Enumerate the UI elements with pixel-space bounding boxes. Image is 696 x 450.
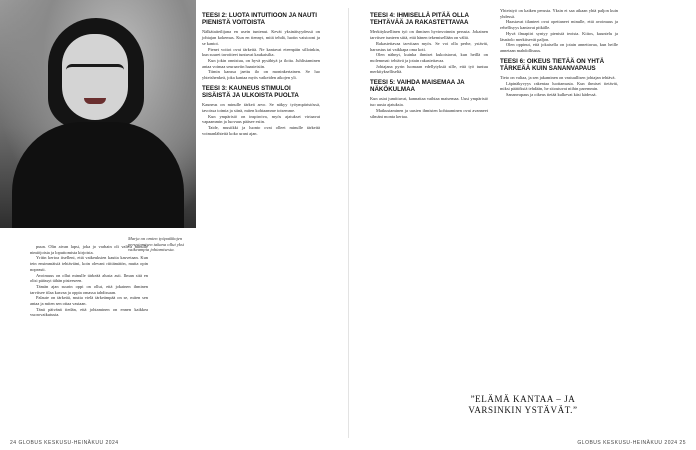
paragraph: Läpinäkyvyys rakentaa luottamusta. Kun ihmiset tietävät, miksi päätöksiä tehdään, he sitoutuvat niihin paremmin. bbox=[500, 80, 618, 92]
paragraph: puun. Olin aivan lapsi, joka jo varhain oli valiva minulle nimiöjoista ja loputtomista kirjoista. bbox=[30, 244, 148, 255]
paragraph: Merkityksellinen työ on ihmisen hyvinvoinnin perusta. Jokainen tarvitsee tunteen siitä, että hänen tekemisellään on väliä. bbox=[370, 29, 488, 41]
column-3 bbox=[370, 8, 488, 119]
paragraph: Yritin kertoa itselleni, että vaikeuksien kautta kasvetaan. Kun tein ensimmäisiä tehtäviäni, koin olevani riittämätön, mutta opin nopeasti. bbox=[30, 255, 148, 272]
portrait-glasses bbox=[66, 64, 124, 81]
portrait-mouth bbox=[84, 98, 106, 104]
portrait-body bbox=[12, 122, 184, 228]
column-4 bbox=[500, 8, 618, 98]
paragraph: Tiimin kanssa jaettu ilo on moninkertainen. Se luo yhteishenkeä, joka kantaa myös vaikeiden aikojen yli. bbox=[202, 69, 320, 81]
paragraph: Taide, musiikki ja luonto ovat olleet minulle tärkeitä voimanlähteitä koko urani ajan. bbox=[202, 124, 320, 136]
paragraph: Kauneus on minulle tärkeä arvo. Se näkyy työympäristössä, tavoissa toimia ja siinä, miten kohtaamme toisemme. bbox=[202, 102, 320, 113]
section-heading: TEESI 5: VAIHDA MAISEMAA JA NÄKÖKULMAA bbox=[370, 79, 465, 94]
paragraph: Olen nähnyt, kuinka ihmiset kukoistavat, kun heillä on molemmat: tehtävä ja jotain rakastettavaa. bbox=[370, 52, 488, 63]
paragraph: Palaute on tärkeää, mutta vielä tärkeämpää on se, miten sen antaa ja miten sen ottaa vastaan. bbox=[30, 295, 148, 307]
paragraph: Hyvä ilmapiiri syntyy pienistä teoista. Kiitos, kuuntelu ja läsnäolo merkitsevät paljon. bbox=[500, 30, 618, 42]
paragraph: Matkustaminen ja uusien ihmisten kohtaaminen ovat avanneet silmäni monta kertaa. bbox=[370, 107, 488, 119]
footer-right: GLOBUS KESKUSU-HEINÄKUU 2024 25 bbox=[577, 440, 686, 446]
paragraph: Haastavat tilanteet ovat opettaneet minulle, että avoimuus ja rehellisyys kantavat pitkälle. bbox=[500, 19, 618, 31]
pull-quote: ”ELÄMÄ KANTAA – JA VARSINKIN YSTÄVÄT.” bbox=[468, 394, 578, 415]
paragraph: Kun ympäristö on inspiroiva, myös ajatukset virtaavat vapaammin ja luovuus pääsee esiin. bbox=[202, 113, 320, 125]
paragraph: Tänä päivänä tiedän, että johtaminen on ennen kaikkea vuorovaikutusta. bbox=[30, 306, 148, 318]
paragraph: Tieto on valtaa, ja sen jakaminen on vastuullisen johtajan tehtävä. bbox=[500, 75, 616, 81]
page-gutter bbox=[348, 8, 349, 438]
portrait-photo bbox=[0, 0, 196, 228]
paragraph: Tämän ajan suurin oppi on ollut, että jokainen ihminen tarvitsee tilaa kasvaa ja oppia omassa tahdissaan. bbox=[30, 283, 148, 295]
column-1-text bbox=[30, 244, 148, 318]
section-heading: TEESI 6: OIKEUS TIETÄÄ ON YHTÄ TÄRKEÄÄ KUIN SANANVAPAUS bbox=[500, 57, 605, 72]
section-heading: TEESI 4: IHMISELLÄ PITÄÄ OLLA TEHTÄVÄÄ JA RAKASTETTAVAA bbox=[370, 12, 469, 27]
paragraph: Rakastettavaa tarvitaan myös. Se voi olla perhe, ystävät, harrastus tai vaikkapa oma koti. bbox=[370, 40, 488, 52]
paragraph: Kun jokin onnistuu, on hyvä pysähtyä ja iloita. Juhlistaminen antaa voimaa seuraaviin haasteisiin. bbox=[202, 57, 320, 69]
photo-caption: Marja on omien työpaikkojen perustamisen takana ollut yksi vaikeampia johtamisesta. bbox=[128, 236, 185, 253]
paragraph: Nälkätaiteilijana en usein tuntenut. Kevät yksinäisyydessä on johtajan kokemus. Kun en tiennyt, mitä tehdä, luotin vaistooni ja se kantoi. bbox=[202, 29, 320, 46]
paragraph: Pienet voitot ovat tärkeitä. Ne kantavat eteenpäin silloinkin, kun suuret tavoitteet tuntuvat kaukaisilta. bbox=[202, 46, 320, 58]
paragraph: Johtajana pyrin luomaan edellytyksiä sille, että työ tuntuu merkitykselliseltä. bbox=[370, 63, 488, 75]
paragraph: Olen oppinut, että jokaisella on jotain annettavaa, kun heille annetaan mahdollisuus. bbox=[500, 42, 618, 53]
footer-left: 24 GLOBUS KESKUSU-HEINÄKUU 2024 bbox=[10, 440, 119, 446]
section-heading: TEESI 3: KAUNEUS STIMULOI SISÄISTÄ JA ULKOISTA PUOLTA bbox=[202, 84, 299, 99]
paragraph: Sananvapaus ja oikeus tietää kulkevat käsi kädessä. bbox=[506, 92, 597, 98]
paragraph: Yhteistyö on kaiken perusta. Yksin ei saa aikaan yhtä paljon kuin yhdessä. bbox=[500, 8, 618, 19]
column-2 bbox=[202, 8, 320, 136]
paragraph: Kun asiat jumittuvat, kannattaa vaihtaa maisemaa. Uusi ympäristö tuo uusia ajatuksia. bbox=[370, 96, 488, 108]
paragraph: Avoimuus on ollut minulle tärkeää alusta asti. Ilman sitä en olisi päässyt tähän pisteeseen. bbox=[30, 272, 148, 284]
section-heading: TEESI 2: LUOTA INTUITIOON JA NAUTI PIENISTÄ VOITOISTA bbox=[202, 12, 317, 27]
